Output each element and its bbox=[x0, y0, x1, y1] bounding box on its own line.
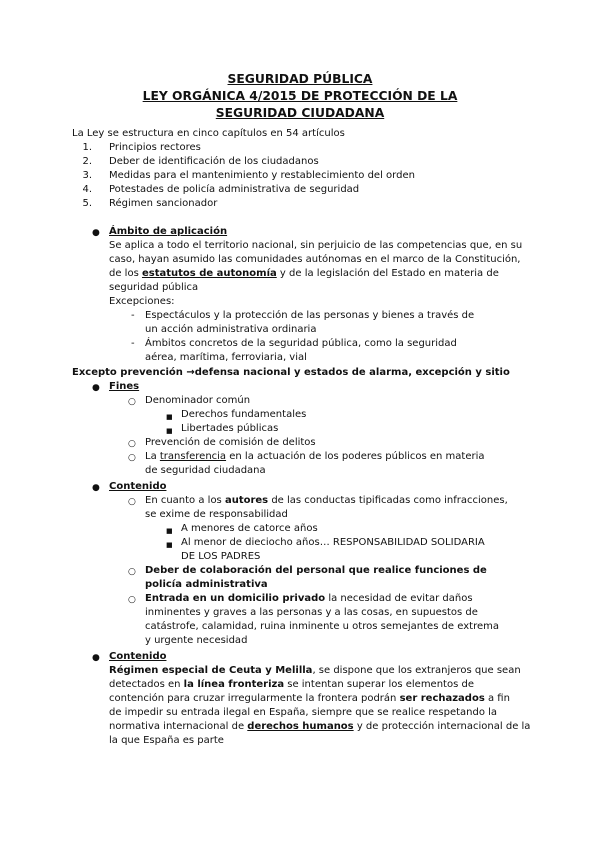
disc-bullet-icon: ● bbox=[92, 228, 100, 238]
text-run: contención para cruzar irregularmente la frontera podrán bbox=[109, 693, 400, 704]
chapter-item: Deber de identificación de los ciudadanos bbox=[109, 156, 319, 167]
text-run: y de protección internacional de la bbox=[353, 721, 531, 732]
fines-subitem: Libertades públicas bbox=[181, 423, 279, 434]
dash-bullet-icon: - bbox=[131, 338, 135, 349]
circle-bullet-icon: ○ bbox=[128, 397, 136, 407]
transferencia-emphasis: transferencia bbox=[159, 451, 227, 462]
estatutos-emphasis: estatutos de autonomía bbox=[141, 268, 277, 279]
disc-bullet-icon: ● bbox=[92, 653, 100, 663]
text-run: En cuanto a los bbox=[145, 495, 225, 506]
square-bullet-icon: ■ bbox=[166, 413, 173, 421]
excepciones-label: Excepciones: bbox=[109, 296, 175, 307]
text-run: la necesidad de evitar daños bbox=[325, 593, 473, 604]
contenido-item bbox=[145, 592, 473, 606]
doc-title-line-2: LEY ORGÁNICA 4/2015 DE PROTECCIÓN DE LA bbox=[142, 89, 458, 103]
contenido-item-cont: catástrofe, calamidad, ruina inminente u otros semejantes de extrema bbox=[145, 621, 499, 632]
excepcion-item-cont: aérea, marítima, ferroviaria, vial bbox=[145, 352, 307, 363]
contenido2-line: de impedir su entrada ilegal en España, siempre que se realice respetando la bbox=[109, 707, 498, 718]
chapter-item: Medidas para el mantenimiento y restablecimiento del orden bbox=[109, 170, 415, 181]
contenido-heading: Contenido bbox=[109, 651, 167, 662]
fines-heading: Fines bbox=[109, 381, 140, 392]
contenido-subitem: A menores de catorce años bbox=[181, 523, 318, 534]
ambito-heading: Ámbito de aplicación bbox=[109, 226, 228, 237]
square-bullet-icon: ■ bbox=[166, 527, 173, 535]
text-run: a fin bbox=[484, 693, 510, 704]
circle-bullet-icon: ○ bbox=[128, 439, 136, 449]
excepcion-item: Ámbitos concretos de la seguridad pública, como la seguridad bbox=[145, 338, 457, 349]
chapter-item: Régimen sancionador bbox=[109, 198, 218, 209]
ambito-paragraph-line: caso, hayan asumido las comunidades autónomas en el marco de la Constitución, bbox=[109, 254, 521, 265]
chapter-number: 1. bbox=[82, 142, 92, 153]
ambito-paragraph-line bbox=[109, 267, 499, 281]
excepto-line: Excepto prevención →defensa nacional y estados de alarma, excepción y sitio bbox=[72, 367, 510, 378]
circle-bullet-icon: ○ bbox=[128, 595, 136, 605]
fines-item-cont: de seguridad ciudadana bbox=[145, 465, 266, 476]
contenido-heading: Contenido bbox=[109, 481, 167, 492]
contenido-item-cont: policía administrativa bbox=[145, 579, 268, 590]
contenido-subitem-cont: DE LOS PADRES bbox=[181, 551, 261, 562]
text-run: de las conductas tipificadas como infracciones, bbox=[268, 495, 508, 506]
text-run: en la actuación de los poderes públicos en materia bbox=[226, 451, 485, 462]
circle-bullet-icon: ○ bbox=[128, 567, 136, 577]
doc-title-line-3: SEGURIDAD CIUDADANA bbox=[215, 106, 385, 120]
chapter-number: 5. bbox=[82, 198, 92, 209]
contenido-subitem: Al menor de dieciocho años… RESPONSABILIDAD SOLIDARIA bbox=[181, 537, 485, 548]
linea-fronteriza-emphasis: la línea fronteriza bbox=[183, 679, 285, 690]
fines-item: Denominador común bbox=[145, 395, 251, 406]
chapter-item: Potestades de policía administrativa de seguridad bbox=[109, 184, 360, 195]
text-run: , se dispone que los extranjeros que sean bbox=[312, 665, 521, 676]
ambito-paragraph-line: seguridad pública bbox=[109, 282, 199, 293]
derechos-humanos-emphasis: derechos humanos bbox=[247, 721, 354, 732]
contenido-item bbox=[145, 494, 508, 508]
contenido-item: Deber de colaboración del personal que realice funciones de bbox=[145, 565, 487, 576]
circle-bullet-icon: ○ bbox=[128, 497, 136, 507]
fines-subitem: Derechos fundamentales bbox=[181, 409, 307, 420]
contenido2-line bbox=[109, 664, 521, 678]
chapter-number: 2. bbox=[82, 156, 92, 167]
chapter-item: Principios rectores bbox=[109, 142, 201, 153]
fines-item bbox=[145, 450, 485, 464]
ceuta-melilla-emphasis: Régimen especial de Ceuta y Melilla bbox=[109, 665, 313, 676]
contenido-item-cont: se exime de responsabilidad bbox=[145, 509, 288, 520]
entrada-emphasis: Entrada en un domicilio privado bbox=[145, 593, 326, 604]
disc-bullet-icon: ● bbox=[92, 383, 100, 393]
text-run: y de la legislación del Estado en materia de bbox=[276, 268, 499, 279]
text-run: de los bbox=[109, 268, 142, 279]
text-run: La bbox=[145, 451, 160, 462]
autores-emphasis: autores bbox=[224, 495, 269, 506]
contenido-item-cont: inminentes y graves a las personas y a las cosas, en supuestos de bbox=[145, 607, 478, 618]
contenido2-line bbox=[109, 720, 530, 734]
text-run: detectados en bbox=[109, 679, 184, 690]
excepcion-item-cont: un acción administrativa ordinaria bbox=[145, 324, 317, 335]
contenido2-line bbox=[109, 678, 474, 692]
dash-bullet-icon: - bbox=[131, 310, 135, 321]
chapter-number: 3. bbox=[82, 170, 92, 181]
square-bullet-icon: ■ bbox=[166, 541, 173, 549]
text-run: normativa internacional de bbox=[109, 721, 248, 732]
circle-bullet-icon: ○ bbox=[128, 453, 136, 463]
fines-item: Prevención de comisión de delitos bbox=[145, 437, 316, 448]
ambito-paragraph-line: Se aplica a todo el territorio nacional, sin perjuicio de las competencias que, en su bbox=[109, 240, 523, 251]
disc-bullet-icon: ● bbox=[92, 483, 100, 493]
rechazados-emphasis: ser rechazados bbox=[399, 693, 485, 704]
intro-text: La Ley se estructura en cinco capítulos en 54 artículos bbox=[72, 128, 345, 139]
doc-title-line-1: SEGURIDAD PÚBLICA bbox=[227, 72, 373, 86]
contenido-item-cont: y urgente necesidad bbox=[145, 635, 248, 646]
contenido2-line: la que España es parte bbox=[109, 735, 224, 746]
text-run: se intentan superar los elementos de bbox=[284, 679, 474, 690]
chapter-number: 4. bbox=[82, 184, 92, 195]
excepcion-item: Espectáculos y la protección de las personas y bienes a través de bbox=[145, 310, 475, 321]
contenido2-line bbox=[109, 692, 510, 706]
square-bullet-icon: ■ bbox=[166, 427, 173, 435]
